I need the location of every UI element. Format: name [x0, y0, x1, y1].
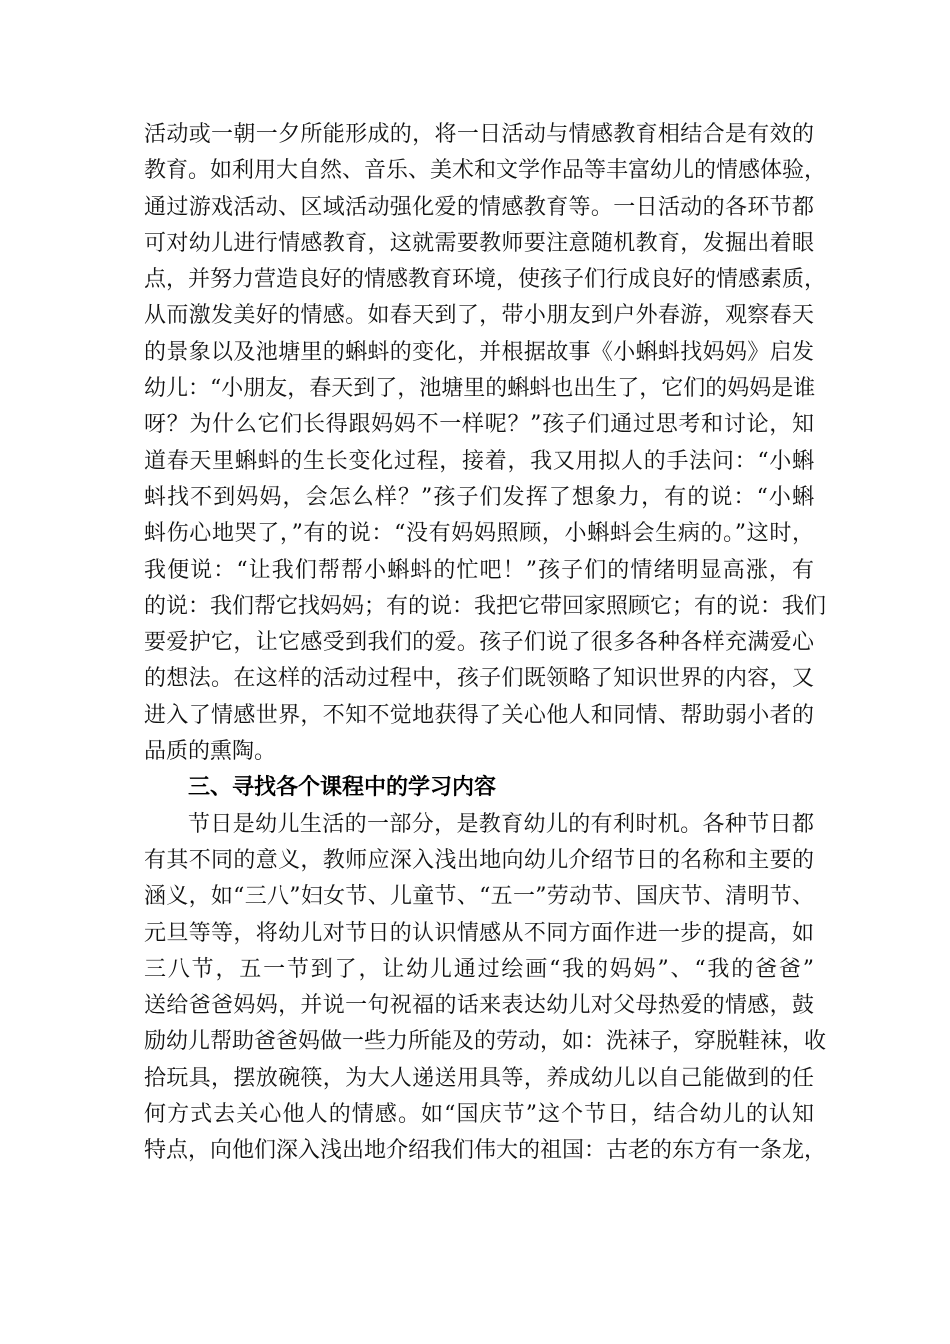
text-line: 可对幼儿进行情感教育，这就需要教师要注意随机教育，发掘出着眼 — [144, 230, 814, 256]
document-body — [144, 117, 827, 1170]
text-line: 蚪伤心地哭了，”有的说：“没有妈妈照顾，小蝌蚪会生病的。”这时， — [144, 521, 814, 547]
text-line: 节日是幼儿生活的一部分，是教育幼儿的有利时机。各种节日都 — [188, 811, 814, 837]
text-line: 要爱护它，让它感受到我们的爱。孩子们说了很多各种各样充满爱心 — [144, 630, 814, 656]
text-line: 呀？为什么它们长得跟妈妈不一样呢？”孩子们通过思考和讨论，知 — [144, 412, 814, 438]
text-line: 何方式去关心他人的情感。如“国庆节”这个节日，结合幼儿的认知 — [144, 1102, 814, 1128]
text-line: 通过游戏活动、区域活动强化爱的情感教育等。一日活动的各环节都 — [144, 194, 814, 220]
text-line: 活动或一朝一夕所能形成的，将一日活动与情感教育相结合是有效的 — [144, 122, 814, 147]
text-line: 蚪找不到妈妈，会怎么样？”孩子们发挥了想象力，有的说：“小蝌 — [144, 484, 814, 510]
text-line: 幼儿：“小朋友，春天到了，池塘里的蝌蚪也出生了，它们的妈妈是谁 — [144, 376, 816, 402]
text-line: 拾玩具，摆放碗筷，为大人递送用具等，养成幼儿以自己能做到的任 — [144, 1065, 814, 1091]
text-line: 道春天里蝌蚪的生长变化过程，接着，我又用拟人的手法问：“小蝌 — [144, 448, 814, 474]
text-line: 从而激发美好的情感。如春天到了，带小朋友到户外春游，观察春天 — [144, 303, 814, 329]
text-line: 送给爸爸妈妈，并说一句祝福的话来表达幼儿对父母热爱的情感，鼓 — [144, 993, 814, 1019]
section-heading: 三、寻找各个课程中的学习内容 — [188, 775, 497, 801]
text-line: 进入了情感世界，不知不觉地获得了关心他人和同情、帮助弱小者的 — [144, 702, 814, 728]
text-line: 特点，向他们深入浅出地介绍我们伟大的祖国：古老的东方有一条龙， — [144, 1138, 827, 1164]
text-line: 涵义，如“三八”妇女节、儿童节、“五一”劳动节、国庆节、清明节、 — [144, 884, 814, 910]
text-line: 元旦等等，将幼儿对节日的认识情感从不同方面作进一步的提高，如 — [144, 920, 814, 946]
text-line: 的说：我们帮它找妈妈；有的说：我把它带回家照顾它；有的说：我们 — [144, 593, 827, 619]
paragraph-festivals — [144, 807, 827, 1170]
text-line: 的景象以及池塘里的蝌蚪的变化，并根据故事《小蝌蚪找妈妈》启发 — [144, 339, 814, 365]
text-line: 我便说：“让我们帮帮小蝌蚪的忙吧！”孩子们的情绪明显高涨，有 — [144, 557, 814, 583]
text-line: 品质的熏陶。 — [144, 739, 277, 765]
text-line: 有其不同的意义，教师应深入浅出地向幼儿介绍节日的名称和主要的 — [144, 847, 814, 873]
text-line: 点，并努力营造良好的情感教育环境，使孩子们行成良好的情感素质， — [144, 267, 827, 293]
paragraph-emotional-education — [144, 117, 827, 770]
text-line: 三八节，五一节到了，让幼儿通过绘画“我的妈妈”、“我的爸爸” — [144, 956, 814, 982]
text-line: 励幼儿帮助爸爸妈做一些力所能及的劳动，如：洗袜子，穿脱鞋袜，收 — [144, 1029, 827, 1055]
text-line: 教育。如利用大自然、音乐、美术和文学作品等丰富幼儿的情感体验， — [144, 158, 827, 184]
text-line: 的想法。在这样的活动过程中，孩子们既领略了知识世界的内容，又 — [144, 666, 814, 692]
